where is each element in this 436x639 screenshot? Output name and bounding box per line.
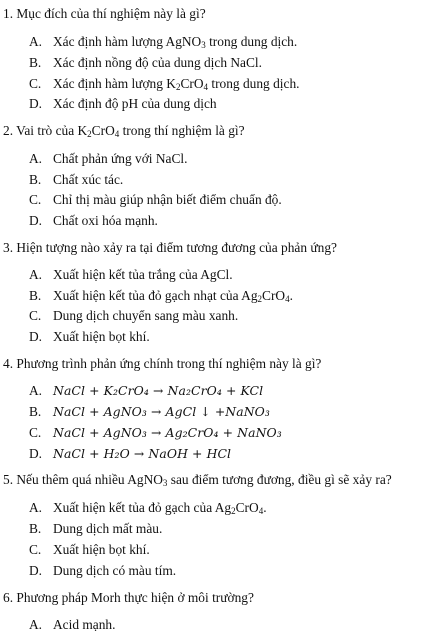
question-5-option-b: B. Dung dịch mất màu. — [29, 521, 163, 536]
question-4-option-d: D. NaCl + H₂O → NaOH + HCl — [29, 446, 232, 461]
question-2-stem: 2. Vai trò của $K_2CrO_4$ trong thí nghiệm là gì? — [3, 123, 245, 139]
question-1-option-a: A. Xác định hàm lượng AgNO$_3$ trong dung dịch. — [29, 34, 298, 50]
question-4-option-c: C. NaCl + AgNO₃ → Ag₂CrO₄ + NaNO₃ — [29, 425, 282, 440]
question-3-option-a: A. Xuất hiện kết tủa trắng của AgCl. — [29, 267, 233, 282]
question-1-option-d: D. Xác định độ pH của dung dịch — [29, 96, 217, 111]
question-1-stem: 1. Mục đích của thí nghiệm này là gì? — [3, 6, 206, 21]
question-6-stem: 6. Phương pháp Morh thực hiện ở môi trường? — [3, 590, 254, 605]
question-2-option-c: C. Chỉ thị màu giúp nhận biết điểm chuẩn độ. — [29, 192, 282, 207]
question-3-option-b: B. Xuất hiện kết tủa đỏ gạch nhạt của $Ag_2CrO_4$. — [29, 288, 293, 304]
question-1-option-c: C. Xác định hàm lượng $K_2CrO_4$ trong dung dịch. — [29, 76, 300, 92]
question-3-option-d: D. Xuất hiện bọt khí. — [29, 329, 150, 344]
question-4-option-a: A. NaCl + K₂CrO₄ → Na₂CrO₄ + KCl — [29, 383, 264, 398]
question-2-option-d: D. Chất oxi hóa mạnh. — [29, 213, 158, 228]
question-1-option-b: B. Xác định nồng độ của dung dịch NaCl. — [29, 55, 262, 70]
question-5-stem: 5. Nếu thêm quá nhiều AgNO$_3$ sau điểm tương đương, điều gì sẽ xảy ra? — [3, 472, 392, 488]
question-3-option-c: C. Dung dịch chuyển sang màu xanh. — [29, 308, 239, 323]
question-6-option-a: A. Acid mạnh. — [29, 617, 116, 632]
question-4-stem: 4. Phương trình phản ứng chính trong thí nghiệm này là gì? — [3, 356, 322, 371]
question-5-option-a: A. Xuất hiện kết tủa đỏ gạch của $Ag_2CrO_4$. — [29, 500, 267, 516]
question-5-option-d: D. Dung dịch có màu tím. — [29, 563, 177, 578]
question-2-option-b: B. Chất xúc tác. — [29, 172, 124, 187]
question-4-option-b: B. NaCl + AgNO₃ → AgCl ↓ +NaNO₃ — [29, 404, 270, 419]
question-2-option-a: A. Chất phản ứng với NaCl. — [29, 151, 188, 166]
question-3-stem: 3. Hiện tượng nào xảy ra tại điểm tương đương của phản ứng? — [3, 240, 338, 255]
question-5-option-c: C. Xuất hiện bọt khí. — [29, 542, 150, 557]
